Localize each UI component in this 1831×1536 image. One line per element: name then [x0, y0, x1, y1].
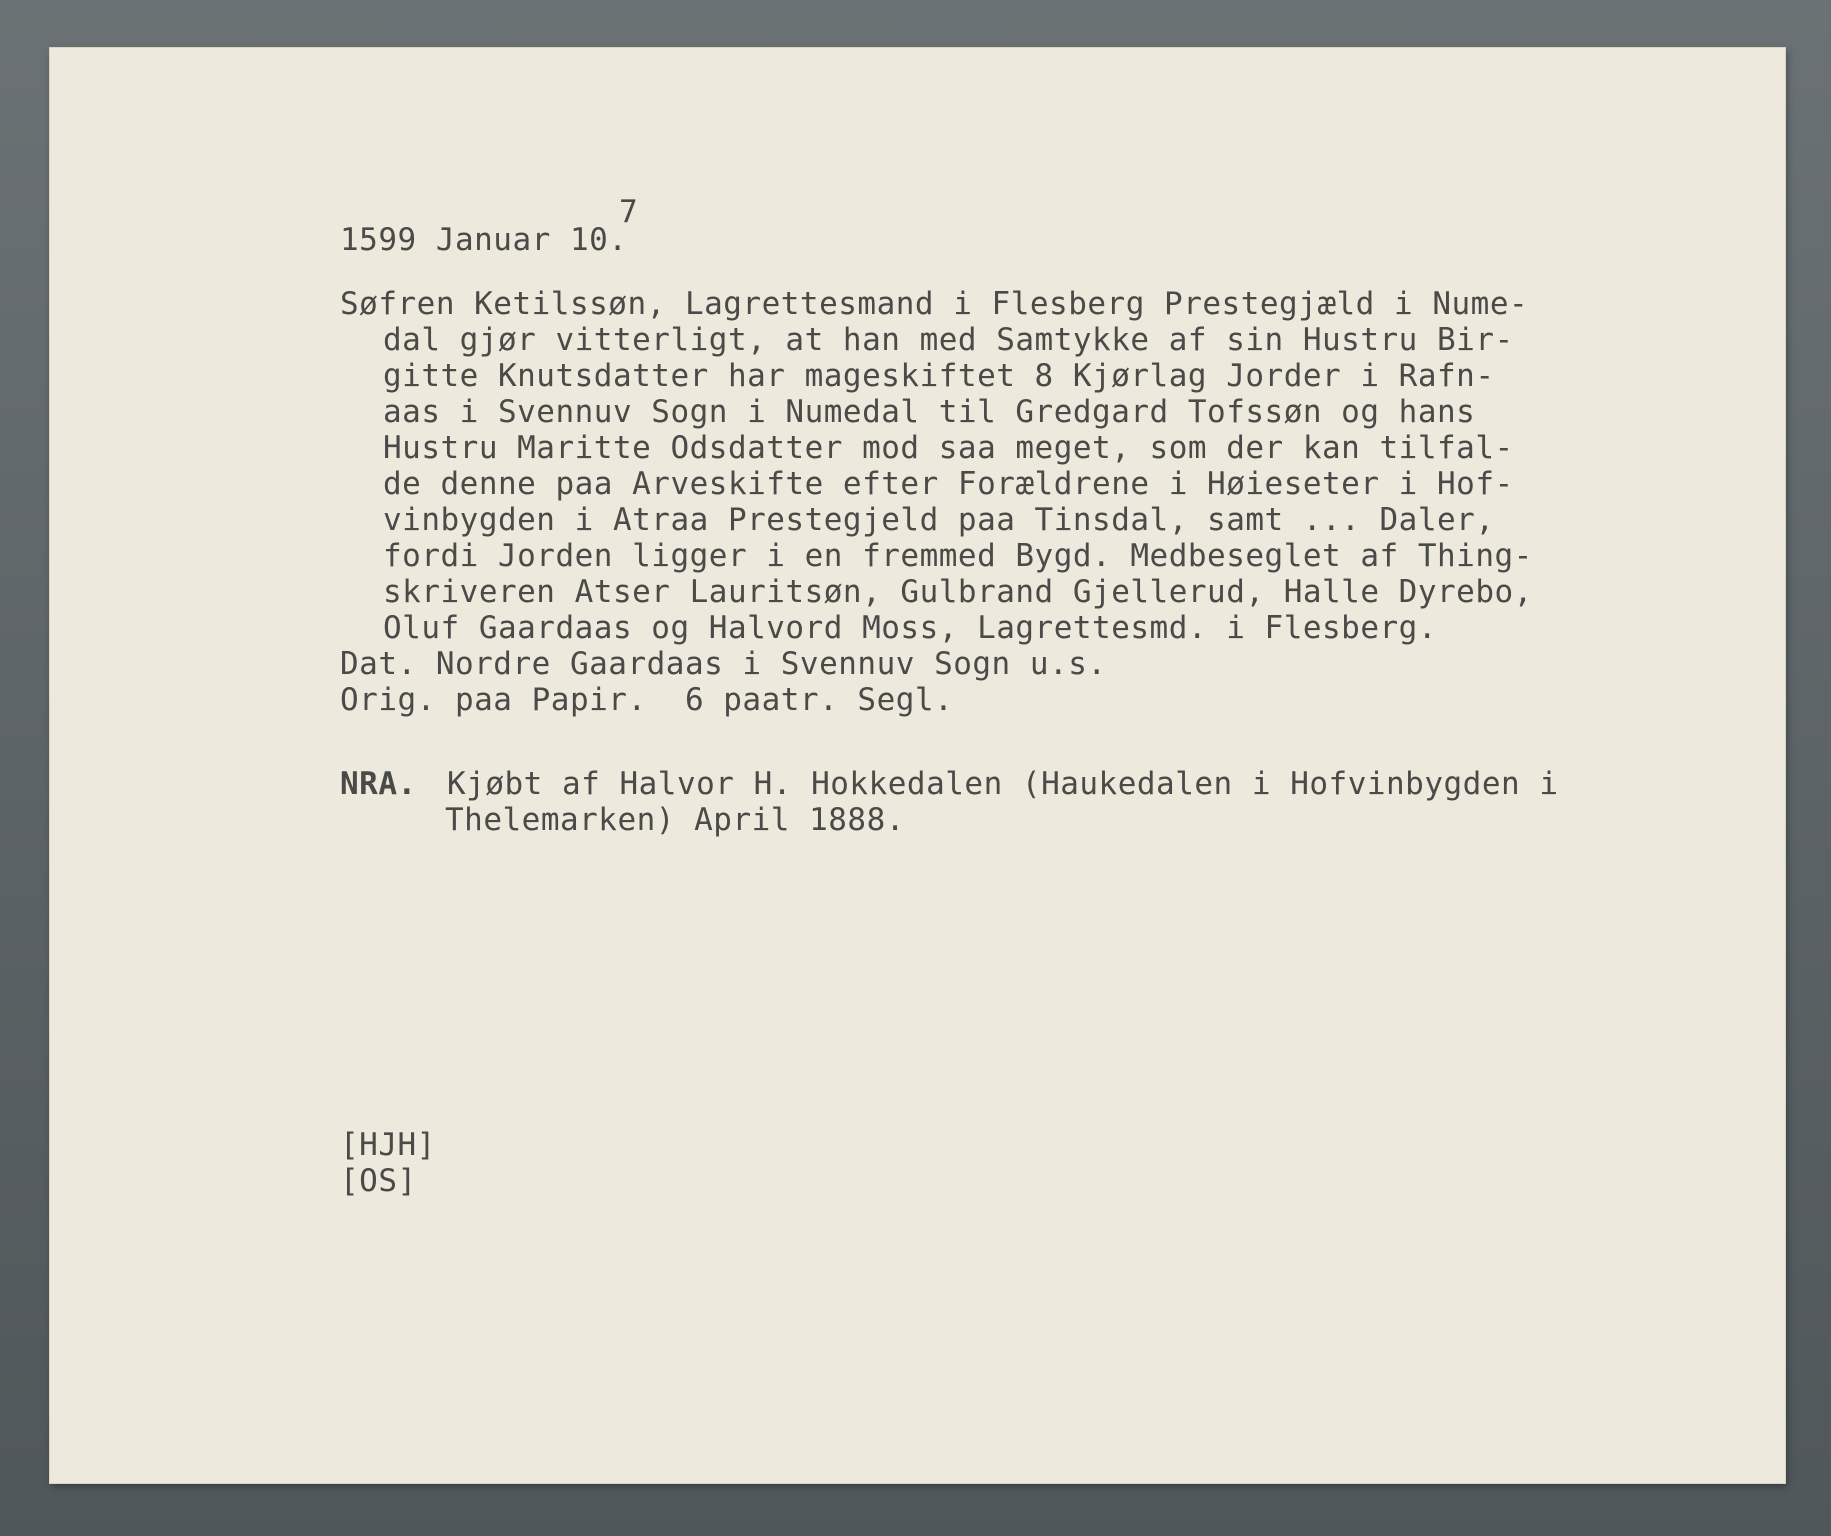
- initials-hjh: [HJH]: [340, 1127, 436, 1163]
- dat-line: Dat. Nordre Gaardaas i Svennuv Sogn u.s.: [340, 646, 1107, 682]
- date-line: 1599 Januar 10.: [340, 222, 628, 258]
- body-line-5: Hustru Maritte Odsdatter mod saa meget, som der kan tilfal-: [383, 430, 1514, 466]
- orig-line: Orig. paa Papir. 6 paatr. Segl.: [340, 682, 954, 718]
- body-line-7: vinbygden i Atraa Prestegjeld paa Tinsdal, samt ... Daler,: [383, 502, 1495, 538]
- body-line-8: fordi Jorden ligger i en fremmed Bygd. Medbeseglet af Thing-: [383, 538, 1533, 574]
- initials-os: [OS]: [340, 1163, 417, 1199]
- nra-line-2: Thelemarken) April 1888.: [445, 802, 905, 838]
- body-line-3: gitte Knutsdatter har mageskiftet 8 Kjørlag Jorder i Rafn-: [383, 358, 1495, 394]
- body-line-6: de denne paa Arveskifte efter Forældrene i Høieseter i Hof-: [383, 466, 1514, 502]
- body-line-10: Oluf Gaardaas og Halvord Moss, Lagrettesmd. i Flesberg.: [383, 610, 1437, 646]
- body-line-1: Søfren Ketilssøn, Lagrettesmand i Flesberg Prestegjæld i Nume-: [340, 286, 1529, 322]
- archive-card: [50, 48, 1785, 1483]
- body-line-9: skriveren Atser Lauritsøn, Gulbrand Gjellerud, Halle Dyrebo,: [383, 574, 1533, 610]
- date-correction: 7: [619, 194, 638, 230]
- nra-line-1: Kjøbt af Halvor H. Hokkedalen (Haukedalen i Hofvinbygden i: [447, 766, 1559, 802]
- nra-label: NRA.: [340, 766, 417, 802]
- body-line-2: dal gjør vitterligt, at han med Samtykke af sin Hustru Bir-: [383, 322, 1514, 358]
- body-line-4: aas i Svennuv Sogn i Numedal til Gredgard Tofssøn og hans: [383, 394, 1476, 430]
